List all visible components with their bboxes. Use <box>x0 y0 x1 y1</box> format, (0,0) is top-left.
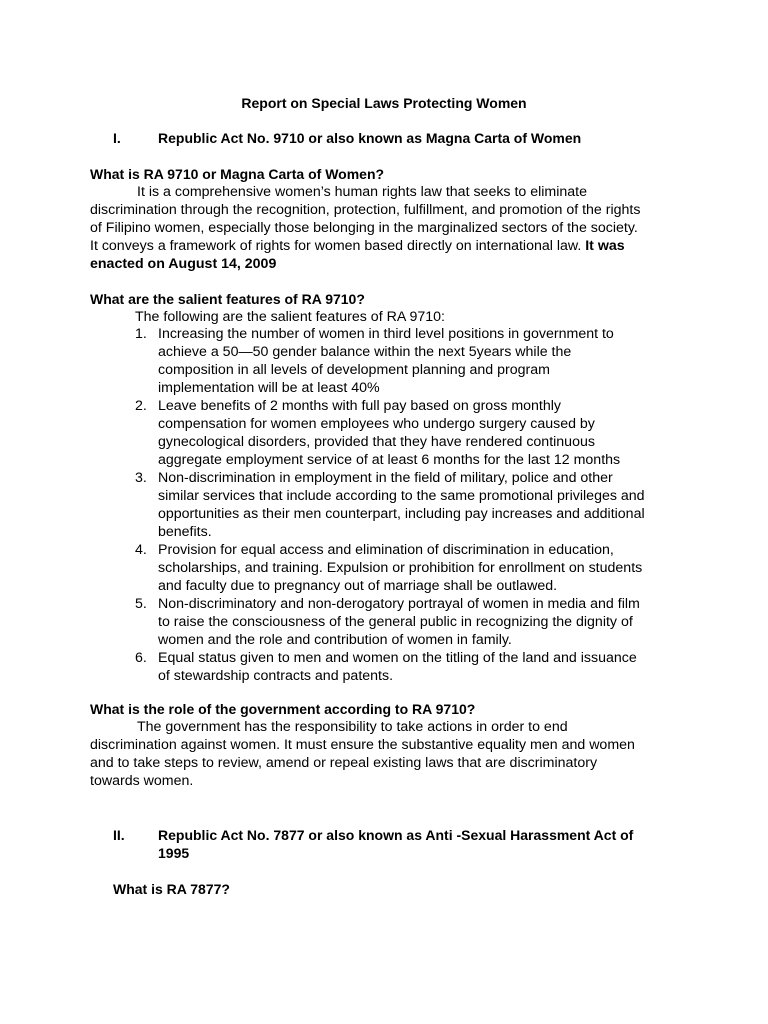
list-text: Increasing the number of women in third level positions in government to <box>158 326 614 342</box>
list-text: Provision for equal access and elimination of discrimination in education, <box>158 542 614 558</box>
paragraph-line: of Filipino women, especially those belonging in the marginalized sectors of the society. <box>90 220 638 236</box>
paragraph-line <box>90 237 682 255</box>
list-item <box>0 397 768 469</box>
list-text: Non-discrimination in employment in the field of military, police and other <box>158 470 613 486</box>
section-number: I. <box>113 130 121 146</box>
list-text: Non-discriminatory and non-derogatory portrayal of women in media and film <box>158 596 640 612</box>
question-heading: What is RA 9710 or Magna Carta of Women? <box>90 166 385 182</box>
list-text: to raise the consciousness of the general public in recognizing the dignity of <box>158 614 633 630</box>
list-text: achieve a 50—50 gender balance within the next 5years while the <box>158 344 572 360</box>
paragraph-government-role <box>90 718 682 790</box>
features-list <box>0 325 768 685</box>
list-text: opportunities as their men counterpart, including pay increases and additional <box>158 506 645 522</box>
paragraph-definition <box>90 183 682 273</box>
paragraph-line: discrimination against women. It must ensure the substantive equality men and women <box>90 737 635 753</box>
list-item <box>0 469 768 541</box>
list-text: Leave benefits of 2 months with full pay based on gross monthly <box>158 398 561 414</box>
list-number: 1. <box>135 326 147 342</box>
list-text: benefits. <box>158 524 212 540</box>
question-heading: What are the salient features of RA 9710? <box>90 291 365 307</box>
enactment-date: enacted on August 14, 2009 <box>90 256 277 272</box>
paragraph-line: towards women. <box>90 773 194 789</box>
list-number: 5. <box>135 596 147 612</box>
list-text: women and the role and contribution of women in family. <box>158 632 512 648</box>
paragraph-line: discrimination through the recognition, protection, fulfillment, and promotion of the rights <box>90 202 641 218</box>
list-text: Equal status given to men and women on the titling of the land and issuance <box>158 650 637 666</box>
list-text: compensation for women employees who undergo surgery caused by <box>158 416 595 432</box>
list-text: and faculty due to pregnancy out of marriage shall be outlawed. <box>158 578 558 594</box>
section-title-line: Republic Act No. 7877 or also known as Anti -Sexual Harassment Act of <box>158 827 634 843</box>
enactment-text: It was <box>585 238 625 254</box>
section-title: Republic Act No. 9710 or also known as Magna Carta of Women <box>158 130 582 146</box>
paragraph-text: It conveys a framework of rights for women based directly on international law. <box>90 238 582 254</box>
section-title <box>158 826 698 862</box>
question-heading: What is RA 7877? <box>113 881 230 897</box>
list-text: composition in all levels of development planning and program <box>158 362 550 378</box>
question-heading: What is the role of the government according to RA 9710? <box>90 701 476 717</box>
paragraph-line: and to take steps to review, amend or repeal existing laws that are discriminatory <box>90 755 598 771</box>
features-intro: The following are the salient features of RA 9710: <box>135 309 445 325</box>
list-item <box>0 325 768 397</box>
list-text: implementation will be at least 40% <box>158 380 380 396</box>
list-text: gynecological disorders, provided that they have rendered continuous <box>158 434 595 450</box>
list-text: of stewardship contracts and patents. <box>158 668 394 684</box>
list-number: 4. <box>135 542 147 558</box>
list-item <box>0 649 768 685</box>
document-title: Report on Special Laws Protecting Women <box>241 95 527 111</box>
section-title-line: 1995 <box>158 845 190 861</box>
list-number: 2. <box>135 398 147 414</box>
list-number: 3. <box>135 470 147 486</box>
list-text: similar services that include according to the same promotional privileges and <box>158 488 645 504</box>
list-item <box>0 595 768 649</box>
list-number: 6. <box>135 650 147 666</box>
list-text: aggregate employment service of at least 6 months for the last 12 months <box>158 452 621 468</box>
section-number: II. <box>113 827 125 843</box>
paragraph-line: It is a comprehensive women’s human rights law that seeks to eliminate <box>137 184 588 200</box>
list-item <box>0 541 768 595</box>
list-text: scholarships, and training. Expulsion or prohibition for enrollment on students <box>158 560 643 576</box>
paragraph-line: The government has the responsibility to take actions in order to end <box>137 719 568 735</box>
